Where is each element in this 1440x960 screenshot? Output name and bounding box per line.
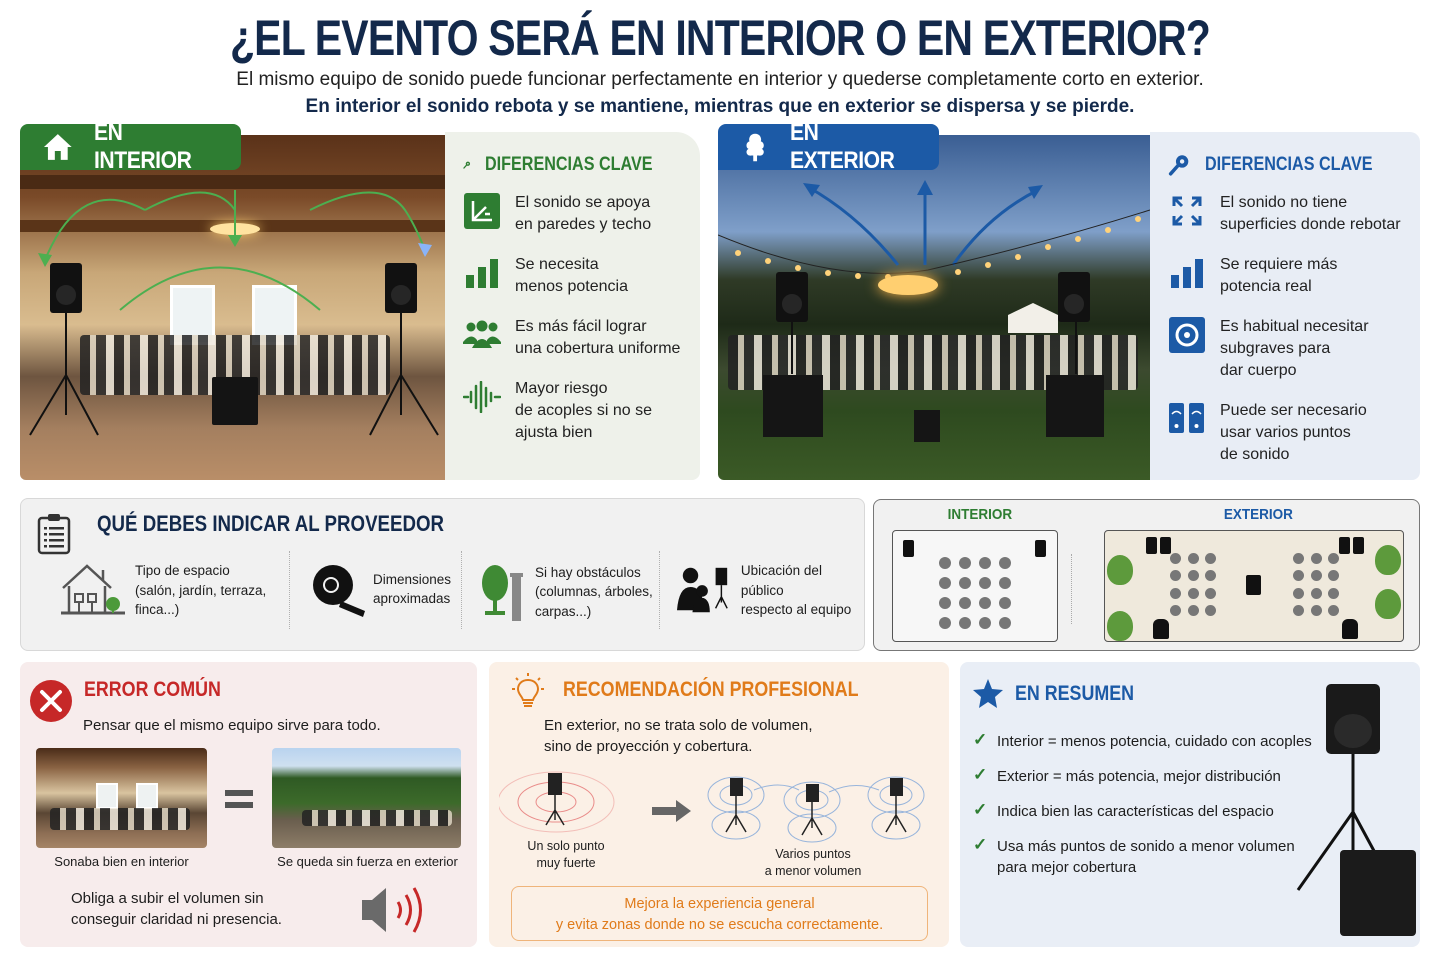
subtitle: El mismo equipo de sonido puede funcionar perfectamente en interior y quederse completamente corto en exterior.: [236, 69, 1204, 90]
summary-item: Exterior = más potencia, mejor distribución: [997, 768, 1281, 785]
home-icon: [42, 131, 74, 163]
summary-item: Interior = menos potencia, cuidado con acoples: [997, 733, 1312, 750]
key-item: El sonido se apoya en paredes y techo: [463, 192, 682, 236]
key-item: Se necesita menos potencia: [463, 254, 682, 298]
tree: [1375, 589, 1401, 619]
summary-title: EN RESUMEN: [1015, 682, 1135, 705]
error-x-icon: [29, 679, 73, 723]
tape-measure-icon: [311, 561, 371, 617]
interior-room: [892, 530, 1058, 642]
reflection-icon: [464, 193, 500, 229]
key-item: Es más fácil lograr una cobertura uniforme: [463, 316, 682, 360]
group-icon: [463, 320, 501, 350]
speaker-pole: [1075, 322, 1077, 374]
recommendation-title: RECOMENDACIÓN PROFESIONAL: [563, 678, 859, 701]
provider-item-space: Tipo de espacio (salón, jardín, terraza, finca...): [59, 561, 266, 620]
speaker-volume-icon: [360, 884, 430, 936]
expand-icon: [1170, 194, 1204, 228]
error-statement: Pensar que el mismo equipo sirve para todo.: [83, 717, 381, 734]
speaker-icon: [903, 540, 914, 557]
check-icon: ✓: [973, 765, 988, 784]
error-title: ERROR COMÚN: [84, 678, 221, 701]
speaker-pole: [791, 322, 793, 374]
key-item: Es habitual necesitar subgraves para dar cuerpo: [1168, 316, 1402, 382]
subwoofer-icon: [1169, 317, 1205, 353]
key-icon: [1168, 152, 1191, 178]
summary-item: Usa más puntos de sonido a menor volumen para mejor cobertura: [997, 838, 1295, 876]
speaker-right: [1058, 272, 1090, 322]
audience-speaker-icon: [677, 563, 735, 617]
multi-speaker-icon: [1168, 402, 1206, 436]
summary-box: [960, 662, 1420, 947]
provider-item-audience: Ubicación del público respecto al equipo: [677, 561, 864, 620]
recommendation-note: Mejora la experiencia general y evita zonas donde no se escucha correctamente.: [511, 886, 928, 941]
exterior-photo: [718, 135, 1150, 480]
star-icon: [972, 678, 1004, 710]
subwoofer-center: [914, 410, 940, 442]
check-icon: ✓: [973, 730, 988, 749]
clipboard-icon: [37, 513, 71, 555]
divider: [461, 551, 462, 629]
subwoofer-left: [763, 375, 823, 437]
subtitle-bold: En interior el sonido rebota y se mantiene, mientras que en exterior se dispersa y se pierde.: [305, 96, 1135, 117]
speaker-top-illustration: [1326, 684, 1380, 754]
subwoofer-illustration: [1340, 850, 1416, 936]
exterior-tag: [718, 119, 939, 174]
page-title: ¿EL EVENTO SERÁ EN INTERIOR O EN EXTERIOR?: [229, 10, 1211, 66]
layout-diagram: [873, 499, 1420, 651]
subwoofer-right: [1046, 375, 1104, 437]
interior-key-differences: [445, 132, 700, 480]
caption-exterior: Se queda sin fuerza en exterior: [277, 854, 458, 869]
center-speaker-icon: [1246, 575, 1261, 595]
provider-item-obstacles: Si hay obstáculos (columnas, árboles, carpas...): [479, 561, 653, 623]
chandelier: [878, 275, 938, 295]
summary-item: Indica bien las características del espacio: [997, 803, 1274, 820]
key-item: Se requiere más potencia real: [1168, 254, 1402, 298]
key-title: DIFERENCIAS CLAVE: [484, 154, 653, 175]
exterior-layout-label: EXTERIOR: [1223, 506, 1293, 523]
multi-point-caption: Varios puntos a menor volumen: [764, 847, 862, 878]
check-icon: ✓: [973, 835, 988, 854]
divider: [289, 551, 290, 629]
tree: [1375, 545, 1401, 575]
interior-tag: [20, 119, 241, 174]
key-icon: [463, 152, 471, 178]
key-item: Puede ser necesario usar varios puntos de sonido: [1168, 400, 1402, 466]
exterior-area: [1104, 530, 1404, 642]
provider-item-dimensions: Dimensiones aproximadas: [311, 561, 451, 617]
caption-interior: Sonaba bien en interior: [54, 854, 189, 869]
bars-high-icon: [1170, 257, 1204, 289]
single-point-caption: Un solo punto muy fuerte: [527, 839, 605, 870]
speaker-left: [776, 272, 808, 322]
recommendation-text: En exterior, no se trata solo de volumen, sino de proyección y cobertura.: [544, 717, 813, 755]
equals-sign: [225, 790, 253, 796]
check-icon: ✓: [973, 800, 988, 819]
interior-photo: [20, 135, 445, 480]
provider-title: QUÉ DEBES INDICAR AL PROVEEDOR: [97, 511, 445, 536]
tree-icon: [740, 131, 770, 163]
bars-low-icon: [465, 257, 499, 289]
interior-layout-label: INTERIOR: [947, 506, 1013, 523]
waveform-icon: [463, 381, 501, 413]
error-consequence: Obliga a subir el volumen sin conseguir claridad ni presencia.: [71, 890, 282, 928]
header: [0, 8, 1440, 122]
interior-thumbnail: [36, 748, 207, 848]
lightbulb-icon: [511, 672, 545, 710]
subwoofer: [212, 377, 258, 425]
tree: [1107, 555, 1133, 585]
tripods: [20, 135, 445, 480]
house-icon: [59, 562, 127, 618]
tree: [1107, 611, 1133, 641]
tree-column-icon: [479, 561, 529, 623]
key-item: El sonido no tiene superficies donde rebotar: [1168, 192, 1402, 236]
key-item: Mayor riesgo de acoples si no se ajusta bien: [463, 378, 682, 444]
exterior-key-differences: [1150, 132, 1420, 480]
interior-tag-label: EN INTERIOR: [93, 119, 192, 174]
exterior-thumbnail: [272, 748, 461, 848]
speaker-icon: [1035, 540, 1046, 557]
key-title: DIFERENCIAS CLAVE: [1204, 154, 1373, 175]
provider-checklist: [20, 498, 865, 651]
divider: [659, 551, 660, 629]
common-error-box: [20, 662, 477, 947]
professional-recommendation-box: [489, 662, 949, 947]
divider: [1071, 554, 1072, 624]
exterior-tag-label: EN EXTERIOR: [790, 119, 895, 174]
